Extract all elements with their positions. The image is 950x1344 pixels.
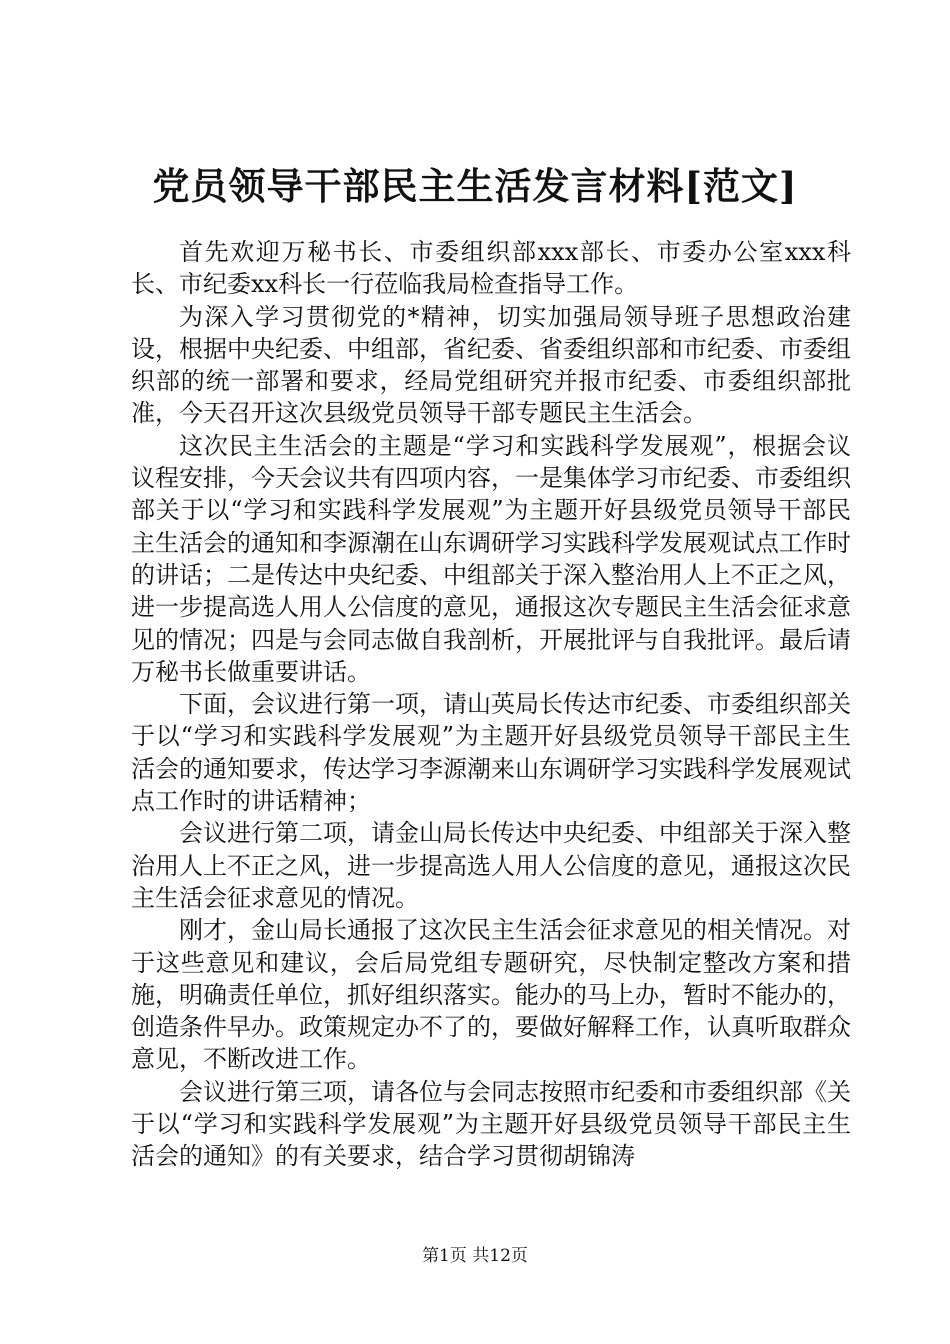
paragraph-agenda: 这次民主生活会的主题是“学习和实践科学发展观”，根据会议议程安排，今天会议共有四项内容，一是集体学习市纪委、市委组织部关于以“学习和实践科学发展观”为主题开好县级党员领导干部民主生活会的通知和李源潮在山东调研学习实践科学发展观试点工作时的讲话；二是传达中央纪委、中组部关于深入整治用人上不正之风，进一步提高选人用人公信度的意见，通报这次专题民主生活会征求意见的情况；四是与会同志做自我剖析，开展批评与自我批评。最后请万秘书长做重要讲话。	[131, 431, 851, 686]
document-title: 党员领导干部民主生活发言材料[范文]	[152, 164, 798, 208]
page-indicator: 第1页 共12页	[422, 1246, 528, 1266]
paragraph-purpose: 为深入学习贯彻党的*精神，切实加强局领导班子思想政治建设，根据中央纪委、中组部，省纪委、省委组织部和市纪委、市委组织部的统一部署和要求，经局党组研究并报市纪委、市委组织部批准，今天召开这次县级党员领导干部专题民主生活会。	[131, 302, 851, 428]
paragraph-item-two: 会议进行第二项，请金山局长传达中央纪委、中组部关于深入整治用人上不正之风，进一步提高选人用人公信度的意见，通报这次民主生活会征求意见的情况。	[131, 819, 851, 912]
paragraph-item-three: 会议进行第三项，请各位与会同志按照市纪委和市委组织部《关于以“学习和实践科学发展观”为主题开好县级党员领导干部民主生活会的通知》的有关要求，结合学习贯彻胡锦涛	[131, 1077, 851, 1171]
paragraph-item-one: 下面，会议进行第一项，请山英局长传达市纪委、市委组织部关于以“学习和实践科学发展观”为主题开好县级党员领导干部民主生活会的通知要求，传达学习李源潮来山东调研学习实践科学发展观试点工作时的讲话精神；	[131, 690, 851, 816]
paragraph-welcome: 首先欢迎万秘书长、市委组织部xxx部长、市委办公室xxx科长、市纪委xx科长一行莅临我局检查指导工作。	[131, 238, 851, 299]
paragraph-feedback: 刚才，金山局长通报了这次民主生活会征求意见的相关情况。对于这些意见和建议，会后局党组专题研究，尽快制定整改方案和措施，明确责任单位，抓好组织落实。能办的马上办，暂时不能办的，创造条件早办。政策规定办不了的，要做好解释工作，认真听取群众意见，不断改进工作。	[131, 916, 851, 1074]
document-body	[131, 236, 851, 1173]
